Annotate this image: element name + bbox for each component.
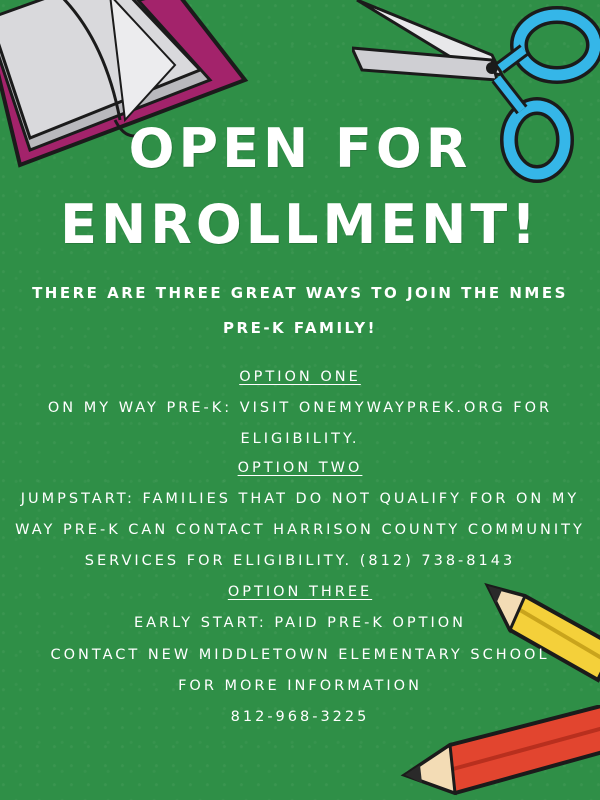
option-three-heading: OPTION THREE xyxy=(227,584,373,600)
subtitle-line-2: PRE-K FAMILY! xyxy=(223,319,377,337)
option-one-heading: OPTION ONE xyxy=(239,369,361,385)
title-line-2: ENROLLMENT! xyxy=(60,193,540,256)
option-three-line-1: EARLY START: PAID PRE-K OPTION xyxy=(133,615,467,631)
option-two-line-2: WAY PRE-K CAN CONTACT HARRISON COUNTY COMMUNITY xyxy=(15,522,585,538)
option-two-heading: OPTION TWO xyxy=(237,460,363,476)
option-three-line-2: CONTACT NEW MIDDLETOWN ELEMENTARY SCHOOL xyxy=(50,647,550,663)
subtitle-line-1: THERE ARE THREE GREAT WAYS TO JOIN THE NMES xyxy=(32,284,568,302)
option-three-line-3: FOR MORE INFORMATION xyxy=(178,678,422,694)
option-two-line-3: SERVICES FOR ELIGIBILITY. (812) 738-8143 xyxy=(84,553,516,569)
option-one-line-1: ON MY WAY PRE-K: VISIT ONEMYWAYPREK.ORG FOR xyxy=(47,400,553,416)
option-two-line-1: JUMPSTART: FAMILIES THAT DO NOT QUALIFY FOR ON MY xyxy=(20,491,580,507)
title-line-1: OPEN FOR xyxy=(128,117,472,180)
option-three-line-4: 812-968-3225 xyxy=(230,709,370,725)
option-one-line-2: ELIGIBILITY. xyxy=(240,431,360,447)
